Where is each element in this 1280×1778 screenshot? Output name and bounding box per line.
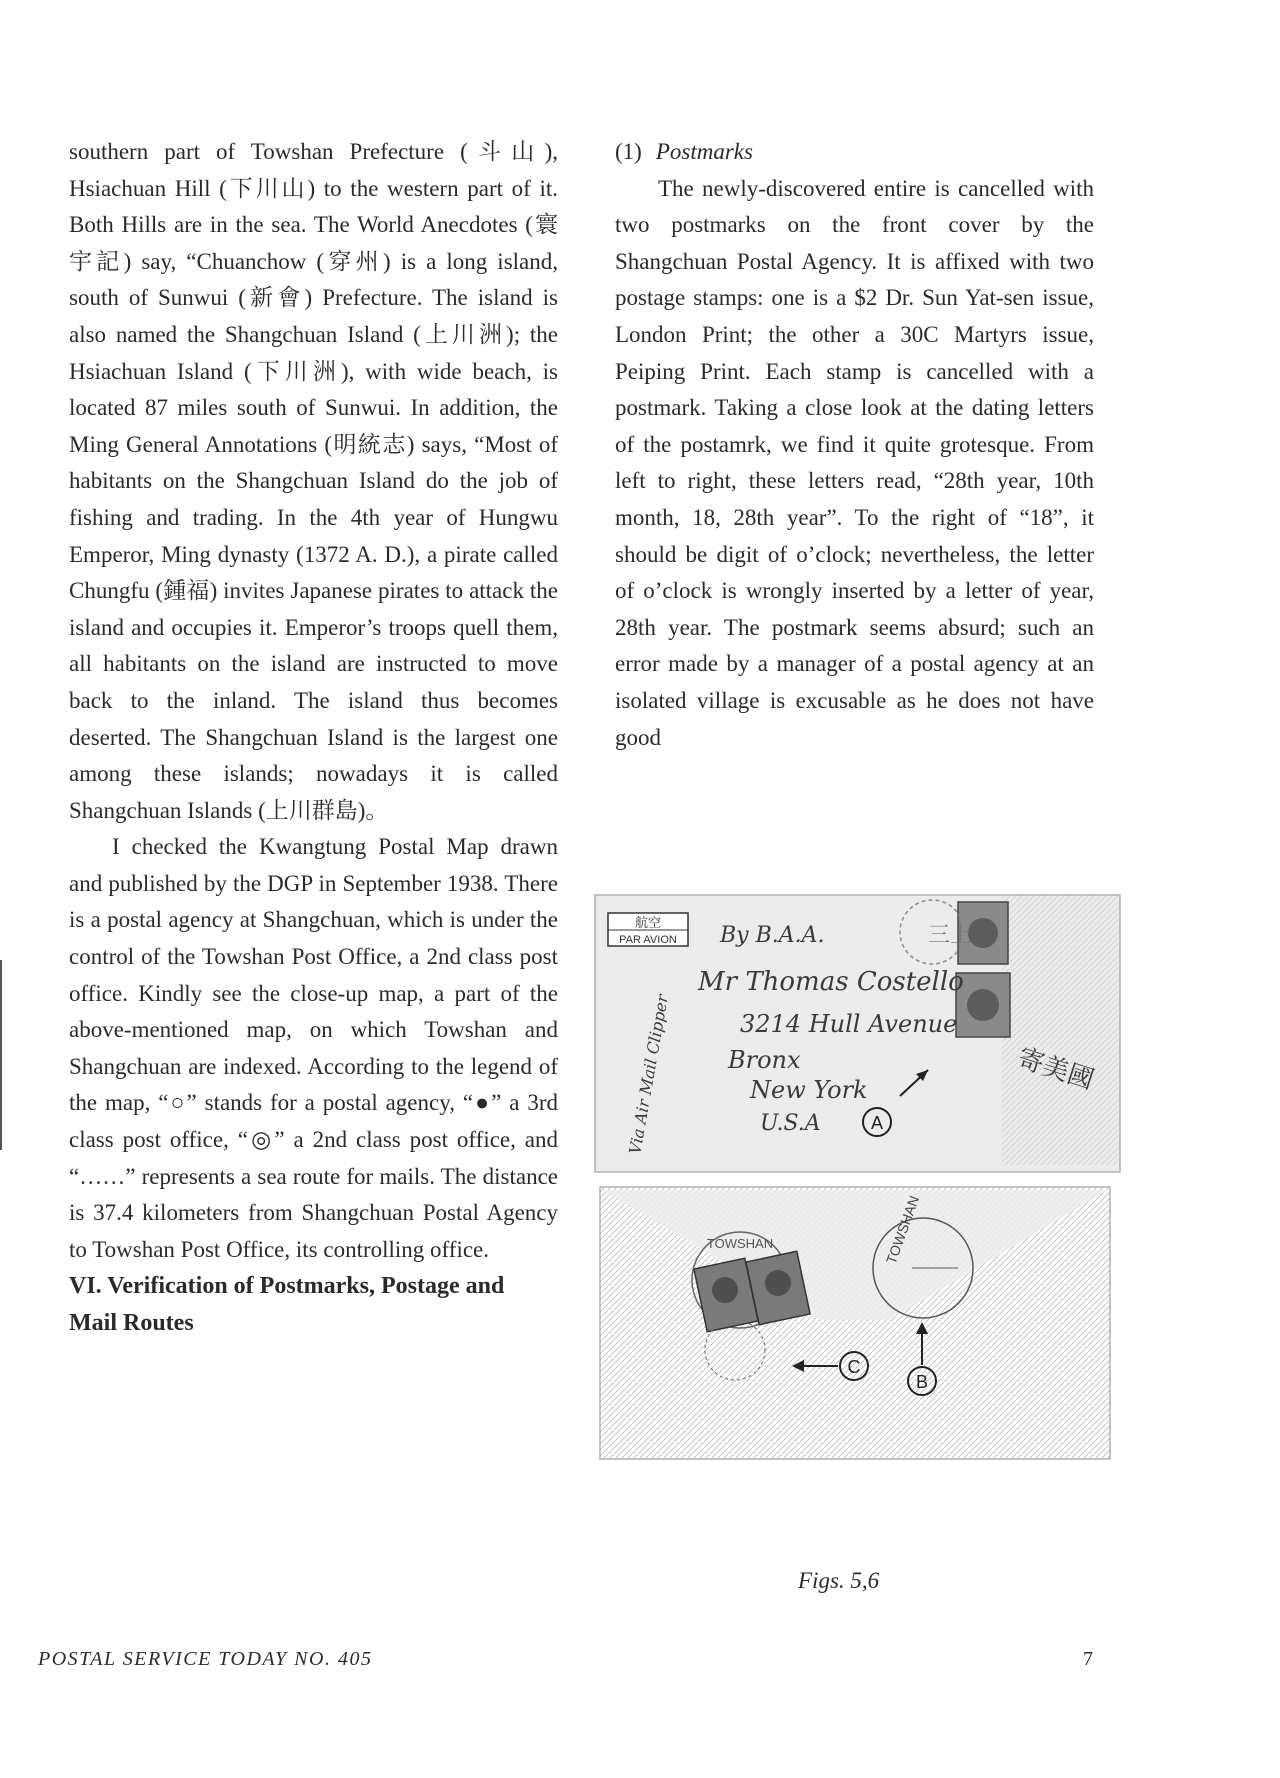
postmark-back-right-text: TOWSHAN: [882, 1193, 923, 1267]
handwriting-line-4: Bronx: [728, 1046, 801, 1074]
left-paragraph-1: southern part of Towshan Prefecture (斗山), Hsiachuan Hill (下川山) to the western part of it. Both Hills are in the sea. The World Anecdotes (寰宇記) say, “Chuanchow (穿州) is a long island, south of Sunwui (新會) Prefecture. The island is also named the Shangchuan Island (上川洲); the Hsiachuan Island (下川洲), with wide beach, is located 87 miles south of Sunwui. In addition, the Ming General Annotations (明統志) says, “Most of habitants on the Shangchuan Island do the job of fishing and trading. In the 4th year of Hungwu Emperor, Ming dynasty (1372 A. D.), a pirate called Chungfu (鍾福) invites Japanese pirates to attack the island and occupies it. Emperor’s troops quell them, all habitants on the island are instructed to move back to the inland. The island thus becomes deserted. The Shangchuan Island is the largest one among these islands; nowadays it is called Shangchuan Islands (上川群島)。: [69, 139, 558, 823]
subsection-title: Postmarks: [655, 139, 753, 164]
chinese-address-text: 寄美國: [1014, 1043, 1098, 1095]
back-cover: [600, 1187, 1110, 1459]
handwriting-line-6: U.S.A: [760, 1111, 821, 1136]
postmark-back-left-text: TOWSHAN: [706, 1236, 774, 1251]
page-number: 7: [1083, 1648, 1093, 1670]
airmail-label-top: 航空: [634, 915, 662, 930]
right-paragraph: The newly-discovered entire is cancelled with two postmarks on the front cover by the Shangchuan Postal Agency. It is affixed with two postage stamps: one is a $2 Dr. Sun Yat-sen issue, London Print; the other a 30C Martyrs issue, Peiping Print. Each stamp is cancelled with a postmark. Taking a close look at the dating letters of the postamrk, we find it quite grotesque. From left to right, these letters read, “28th year, 10th month, 18, 28th year”. To the right of “18”, it should be digit of o’clock; nevertheless, the letter of o’clock is wrongly inserted by a letter of year, 28th year. The postmark seems absurd; such an error made by a manager of a postal agency at an isolated village is excusable as he does not have good: [615, 175, 1094, 750]
handwriting-line-2: Mr Thomas Costello: [698, 967, 964, 997]
figure-caption: Figs. 5,6: [798, 1568, 880, 1593]
marker-c-label: C: [847, 1357, 861, 1377]
handwriting-line-3: 3214 Hull Avenue: [740, 1010, 958, 1038]
handwriting-line-5: New York: [750, 1076, 868, 1104]
handwriting-line-1: By B.A.A.: [720, 923, 825, 948]
left-column: [69, 134, 558, 1342]
marker-b-label: B: [915, 1372, 929, 1392]
front-cover: [595, 895, 1120, 1172]
section-heading: VI. Verification of Postmarks, Postage and Mail Routes: [69, 1273, 505, 1337]
left-paragraph-2: I checked the Kwangtung Postal Map drawn and published by the DGP in September 1938. There is a postal agency at Shangchuan, which is under the control of the Towshan Post Office, a 2nd class post office. Kindly see the close-up map, a part of the above-mentioned map, on which Towshan and Shangchuan are indexed. According to the legend of the map, “○” stands for a postal agency, “●” a 3rd class post office, “◎” a 2nd class post office, and “……” represents a sea route for mails. The distance is 37.4 kilometers from Shangchuan Postal Agency to Towshan Post Office, its controlling office.: [69, 834, 558, 1262]
handwriting-via-clipper: Via Air Mail Clipper: [625, 993, 673, 1156]
envelope-figures: [590, 890, 1130, 1500]
subsection-heading: [615, 134, 1094, 171]
front-cover-flap-shadow: [1002, 895, 1120, 1165]
airmail-label-bottom: PAR AVION: [619, 934, 677, 946]
right-column: [615, 134, 1094, 756]
subsection-number: (1): [615, 139, 642, 164]
stamp-portrait: [968, 918, 998, 948]
postmark-front-text: 三上: [928, 922, 973, 947]
running-footer: POSTAL SERVICE TODAY NO. 405: [38, 1648, 373, 1670]
stamp-portrait: [967, 989, 999, 1021]
marker-a-label: A: [870, 1113, 884, 1133]
page-edge-shadow: [0, 960, 2, 1150]
